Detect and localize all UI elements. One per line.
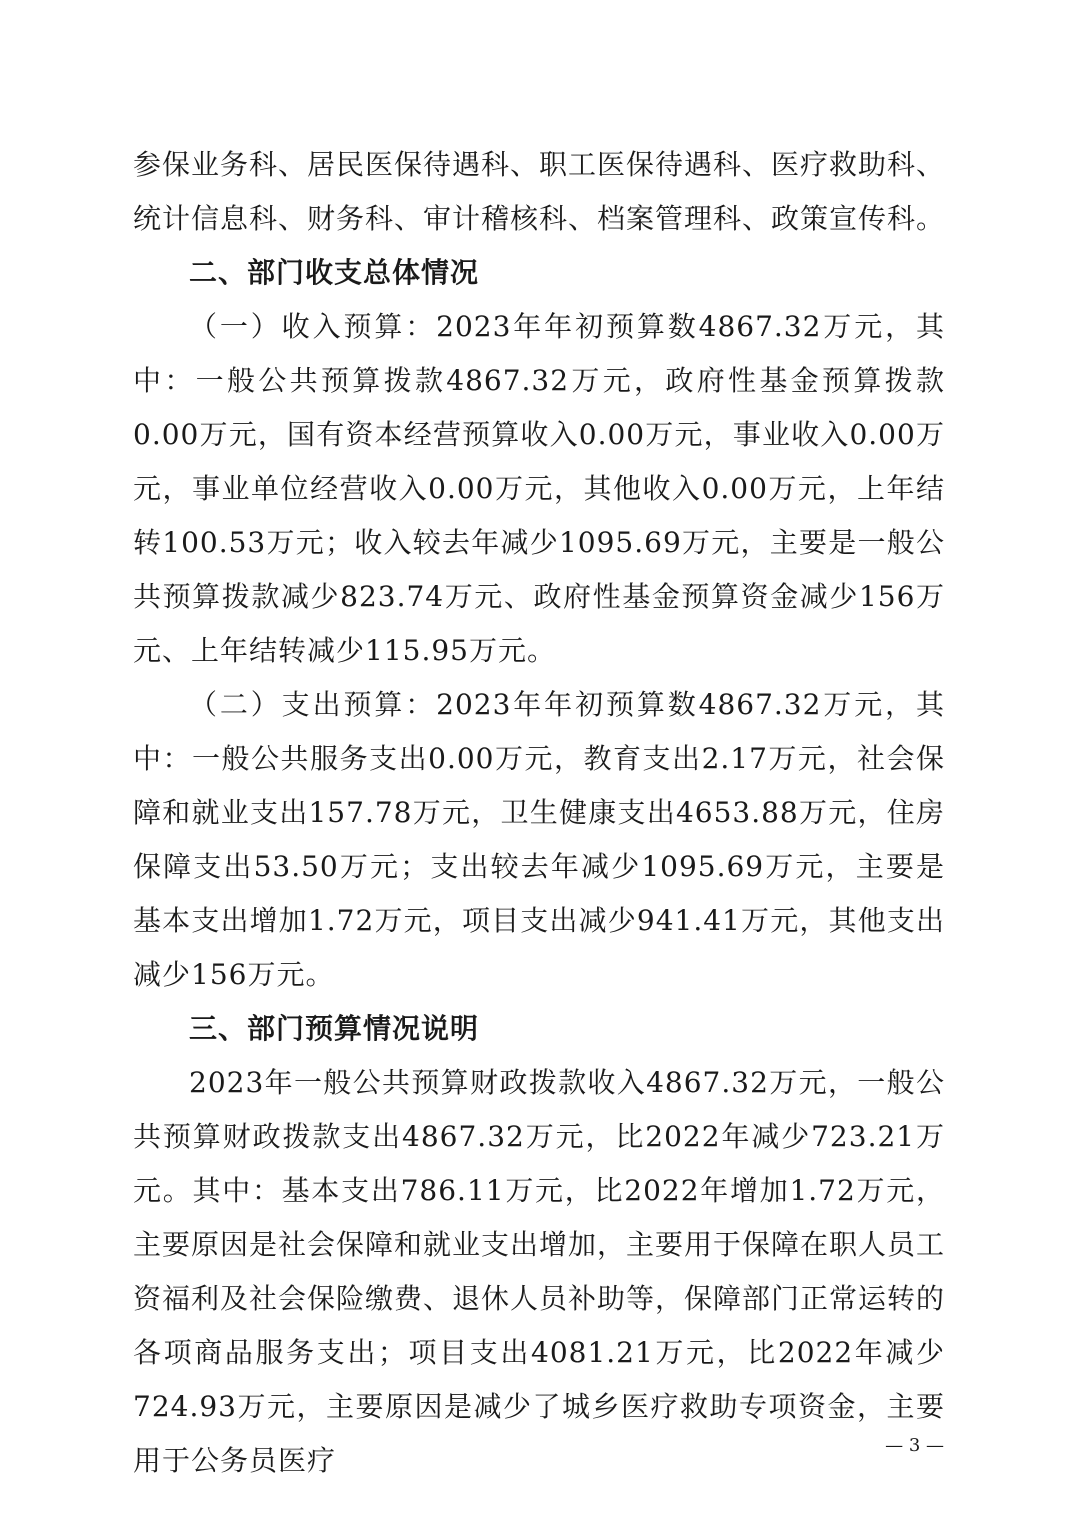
section-heading-budget-explanation: 三、部门预算情况说明 — [189, 1012, 480, 1045]
paragraph-income-budget: （一）收入预算：2023年年初预算数4867.32万元，其中：一般公共预算拨款4867.32万元，政府性基金预算拨款0.00万元，国有资本经营预算收入0.00万元，事业收入0.00万元，事业单位经营收入0.00万元，其他收入0.00万元，上年结转100.53万元；收入较去年减少1095.69万元，主要是一般公共预算拨款减少823.74万元、政府性基金预算资金减少156万元、上年结转减少115.95万元。 — [133, 310, 945, 667]
paragraph-budget-explanation: 2023年一般公共预算财政拨款收入4867.32万元，一般公共预算财政拨款支出4867.32万元，比2022年减少723.21万元。其中：基本支出786.11万元，比2022年增加1.72万元，主要原因是社会保障和就业支出增加，主要用于保障在职人员工资福利及社会保险缴费、退休人员补助等，保障部门正常运转的各项商品服务支出；项目支出4081.21万元，比2022年减少724.93万元，主要原因是减少了城乡医疗救助专项资金，主要用于公务员医疗 — [133, 1066, 946, 1477]
paragraph-expenditure-budget: （二）支出预算：2023年年初预算数4867.32万元，其中：一般公共服务支出0.00万元，教育支出2.17万元，社会保障和就业支出157.78万元，卫生健康支出4653.88万元，住房保障支出53.50万元；支出较去年减少1095.69万元，主要是基本支出增加1.72万元，项目支出减少941.41万元，其他支出减少156万元。 — [133, 688, 945, 991]
page-number: — 3 — — [885, 1435, 944, 1456]
paragraph-department-sections: 参保业务科、居民医保待遇科、职工医保待遇科、医疗救助科、统计信息科、财务科、审计稽核科、档案管理科、政策宣传科。 — [133, 148, 946, 235]
document-body — [133, 138, 945, 1488]
section-heading-overall-income-expenditure: 二、部门收支总体情况 — [189, 256, 480, 289]
